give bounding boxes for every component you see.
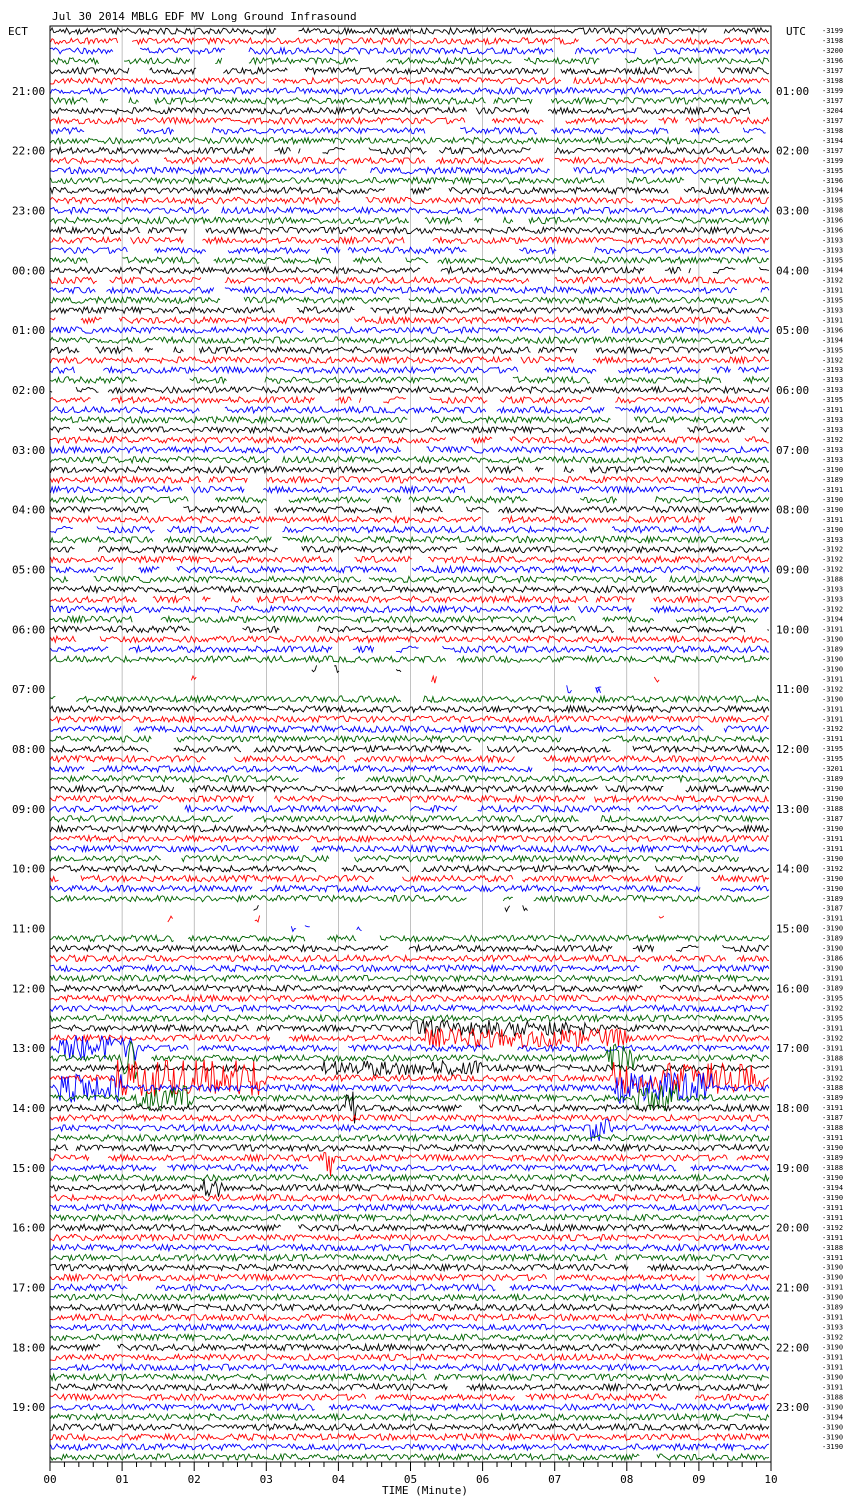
left-timezone-label: ECT <box>8 25 28 38</box>
offset-label: -3190 <box>822 1263 844 1272</box>
offset-label: -3190 <box>822 1273 844 1282</box>
offset-label: -3191 <box>822 286 844 295</box>
offset-label: -3191 <box>822 1283 844 1292</box>
offset-label: -3190 <box>822 1173 844 1182</box>
offset-label: -3191 <box>822 844 844 853</box>
offset-label: -3194 <box>822 266 844 275</box>
offset-label: -3190 <box>822 1423 844 1432</box>
offset-label: -3190 <box>822 525 844 534</box>
offset-label: -3197 <box>822 67 844 76</box>
offset-label: -3194 <box>822 615 844 624</box>
right-hour-label: 15:00 <box>776 922 810 936</box>
offset-label: -3191 <box>822 1134 844 1143</box>
offset-label: -3191 <box>822 834 844 843</box>
offset-label: -3191 <box>822 1353 844 1362</box>
offset-label: -3191 <box>822 485 844 494</box>
right-hour-label: 01:00 <box>776 84 810 98</box>
offset-label: -3193 <box>822 446 844 455</box>
offset-label: -3198 <box>822 206 844 215</box>
offset-label: -3195 <box>822 196 844 205</box>
offset-label: -3196 <box>822 176 844 185</box>
offset-label: -3195 <box>822 296 844 305</box>
offset-label: -3199 <box>822 87 844 96</box>
right-hour-label: 14:00 <box>776 862 810 876</box>
right-hour-label: 17:00 <box>776 1042 810 1056</box>
x-axis-label: TIME (Minute) <box>381 1484 469 1497</box>
offset-label: -3192 <box>822 555 844 564</box>
offset-label: -3191 <box>822 1313 844 1322</box>
offset-label: -3192 <box>822 565 844 574</box>
offset-label: -3198 <box>822 77 844 86</box>
offset-label: -3196 <box>822 57 844 66</box>
offset-label: -3190 <box>822 665 844 674</box>
offset-label: -3190 <box>822 874 844 883</box>
left-hour-label: 03:00 <box>12 443 46 457</box>
offset-label: -3195 <box>822 745 844 754</box>
offset-label: -3204 <box>822 106 844 115</box>
offset-label: -3192 <box>822 545 844 554</box>
offset-label: -3190 <box>822 854 844 863</box>
offset-label: -3194 <box>822 1183 844 1192</box>
offset-label: -3201 <box>822 765 844 774</box>
offset-label: -3190 <box>822 924 844 933</box>
offset-label: -3189 <box>822 775 844 784</box>
right-hour-label: 09:00 <box>776 563 810 577</box>
offset-label: -3190 <box>822 795 844 804</box>
offset-label: -3194 <box>822 186 844 195</box>
offset-label: -3195 <box>822 396 844 405</box>
offset-label: -3190 <box>822 884 844 893</box>
offset-label: -3191 <box>822 1233 844 1242</box>
offset-label: -3193 <box>822 236 844 245</box>
left-hour-label: 10:00 <box>12 862 46 876</box>
offset-label: -3197 <box>822 96 844 105</box>
left-hour-label: 19:00 <box>12 1401 46 1415</box>
offset-label: -3196 <box>822 226 844 235</box>
right-hour-label: 04:00 <box>776 264 810 278</box>
left-hour-label: 12:00 <box>12 982 46 996</box>
offset-label: -3191 <box>822 1253 844 1262</box>
chart-title: Jul 30 2014 MBLG EDF MV Long Ground Infrasound <box>52 10 357 23</box>
x-tick-label: 03 <box>259 1473 273 1486</box>
x-tick-label: 00 <box>43 1473 57 1486</box>
offset-label: -3188 <box>822 1393 844 1402</box>
right-hour-label: 02:00 <box>776 144 810 158</box>
right-hour-label: 07:00 <box>776 443 810 457</box>
right-hour-label: 18:00 <box>776 1101 810 1115</box>
offset-label: -3195 <box>822 346 844 355</box>
offset-label: -3188 <box>822 805 844 814</box>
offset-label: -3191 <box>822 1383 844 1392</box>
offset-label: -3191 <box>822 914 844 923</box>
offset-label: -3192 <box>822 436 844 445</box>
offset-label: -3191 <box>822 406 844 415</box>
x-tick-label: 05 <box>403 1473 418 1486</box>
offset-label: -3199 <box>822 27 844 36</box>
right-hour-label: 08:00 <box>776 503 810 517</box>
right-hour-label: 23:00 <box>776 1401 810 1415</box>
left-hour-label: 23:00 <box>12 204 46 218</box>
x-tick-label: 08 <box>620 1473 634 1486</box>
left-hour-label: 05:00 <box>12 563 46 577</box>
offset-label: -3193 <box>822 426 844 435</box>
offset-label: -3193 <box>822 416 844 425</box>
offset-label: -3192 <box>822 1074 844 1083</box>
offset-label: -3190 <box>822 695 844 704</box>
x-tick-label: 04 <box>331 1473 346 1486</box>
right-hour-label: 03:00 <box>776 204 810 218</box>
left-hour-label: 00:00 <box>12 264 46 278</box>
offset-label: -3198 <box>822 126 844 135</box>
offset-label: -3189 <box>822 1154 844 1163</box>
offset-label: -3191 <box>822 1203 844 1212</box>
x-tick-label: 02 <box>187 1473 201 1486</box>
x-tick-label: 01 <box>115 1473 129 1486</box>
offset-label: -3195 <box>822 755 844 764</box>
offset-label: -3189 <box>822 894 844 903</box>
offset-label: -3192 <box>822 864 844 873</box>
left-hour-label: 07:00 <box>12 683 46 697</box>
left-hour-label: 21:00 <box>12 84 46 98</box>
left-hour-label: 11:00 <box>12 922 46 936</box>
offset-label: -3194 <box>822 136 844 145</box>
offset-label: -3193 <box>822 386 844 395</box>
offset-label: -3200 <box>822 47 844 56</box>
right-hour-label: 12:00 <box>776 742 810 756</box>
offset-label: -3190 <box>822 964 844 973</box>
offset-label: -3197 <box>822 116 844 125</box>
offset-label: -3189 <box>822 984 844 993</box>
offset-label: -3193 <box>822 376 844 385</box>
offset-label: -3194 <box>822 1413 844 1422</box>
offset-label: -3191 <box>822 515 844 524</box>
right-hour-label: 13:00 <box>776 802 810 816</box>
x-tick-label: 06 <box>475 1473 490 1486</box>
x-tick-label: 10 <box>764 1473 778 1486</box>
offset-label: -3190 <box>822 1373 844 1382</box>
offset-labels <box>822 27 843 1451</box>
left-hour-label: 02:00 <box>12 383 46 397</box>
offset-label: -3189 <box>822 1094 844 1103</box>
offset-label: -3195 <box>822 256 844 265</box>
offset-label: -3188 <box>822 1124 844 1133</box>
left-hour-label: 04:00 <box>12 503 46 517</box>
offset-label: -3190 <box>822 1443 844 1452</box>
right-hour-label: 22:00 <box>776 1341 810 1355</box>
offset-label: -3189 <box>822 475 844 484</box>
offset-label: -3198 <box>822 37 844 46</box>
offset-label: -3193 <box>822 306 844 315</box>
offset-label: -3196 <box>822 326 844 335</box>
left-hour-label: 09:00 <box>12 802 46 816</box>
offset-label: -3193 <box>822 535 844 544</box>
offset-label: -3199 <box>822 156 844 165</box>
offset-label: -3191 <box>822 675 844 684</box>
offset-label: -3191 <box>822 1064 844 1073</box>
offset-label: -3188 <box>822 1054 844 1063</box>
right-hour-label: 16:00 <box>776 982 810 996</box>
offset-label: -3189 <box>822 645 844 654</box>
left-hour-label: 18:00 <box>12 1341 46 1355</box>
offset-label: -3188 <box>822 1084 844 1093</box>
offset-label: -3191 <box>822 625 844 634</box>
offset-label: -3195 <box>822 994 844 1003</box>
left-hour-label: 01:00 <box>12 324 46 338</box>
offset-label: -3195 <box>822 1014 844 1023</box>
x-tick-label: 07 <box>548 1473 562 1486</box>
offset-label: -3189 <box>822 934 844 943</box>
offset-label: -3190 <box>822 944 844 953</box>
offset-label: -3190 <box>822 1144 844 1153</box>
offset-label: -3191 <box>822 735 844 744</box>
right-hour-label: 21:00 <box>776 1281 810 1295</box>
offset-label: -3189 <box>822 1303 844 1312</box>
offset-label: -3190 <box>822 1343 844 1352</box>
offset-label: -3192 <box>822 605 844 614</box>
left-hour-label: 14:00 <box>12 1101 46 1115</box>
offset-label: -3187 <box>822 1114 844 1123</box>
offset-label: -3193 <box>822 455 844 464</box>
offset-label: -3191 <box>822 1213 844 1222</box>
left-hour-label: 17:00 <box>12 1281 46 1295</box>
offset-label: -3190 <box>822 495 844 504</box>
left-hour-label: 15:00 <box>12 1161 46 1175</box>
offset-label: -3187 <box>822 904 844 913</box>
left-hour-label: 16:00 <box>12 1221 46 1235</box>
offset-label: -3192 <box>822 725 844 734</box>
offset-label: -3191 <box>822 705 844 714</box>
offset-label: -3190 <box>822 505 844 514</box>
offset-label: -3191 <box>822 316 844 325</box>
offset-label: -3192 <box>822 356 844 365</box>
offset-label: -3186 <box>822 954 844 963</box>
offset-label: -3193 <box>822 366 844 375</box>
offset-label: -3196 <box>822 216 844 225</box>
offset-label: -3191 <box>822 1104 844 1113</box>
offset-label: -3192 <box>822 1004 844 1013</box>
right-hour-label: 05:00 <box>776 324 810 338</box>
offset-label: -3193 <box>822 595 844 604</box>
offset-label: -3191 <box>822 1363 844 1372</box>
x-tick-label: 09 <box>692 1473 706 1486</box>
offset-label: -3192 <box>822 1034 844 1043</box>
offset-label: -3190 <box>822 1433 844 1442</box>
offset-label: -3192 <box>822 1333 844 1342</box>
right-hour-label: 10:00 <box>776 623 810 637</box>
offset-label: -3190 <box>822 1293 844 1302</box>
left-hour-label: 06:00 <box>12 623 46 637</box>
right-timezone-label: UTC <box>786 25 806 38</box>
offset-label: -3188 <box>822 1164 844 1173</box>
offset-label: -3193 <box>822 1323 844 1332</box>
offset-label: -3190 <box>822 824 844 833</box>
offset-label: -3188 <box>822 575 844 584</box>
offset-label: -3193 <box>822 246 844 255</box>
left-hour-label: 22:00 <box>12 144 46 158</box>
offset-label: -3191 <box>822 715 844 724</box>
left-hour-label: 08:00 <box>12 742 46 756</box>
right-hour-label: 19:00 <box>776 1161 810 1175</box>
offset-label: -3190 <box>822 1403 844 1412</box>
right-hour-label: 11:00 <box>776 683 810 697</box>
offset-label: -3197 <box>822 146 844 155</box>
offset-label: -3191 <box>822 974 844 983</box>
offset-label: -3195 <box>822 166 844 175</box>
left-hour-label: 13:00 <box>12 1042 46 1056</box>
offset-label: -3191 <box>822 1044 844 1053</box>
offset-label: -3190 <box>822 1193 844 1202</box>
offset-label: -3192 <box>822 685 844 694</box>
right-hour-label: 20:00 <box>776 1221 810 1235</box>
offset-label: -3188 <box>822 1243 844 1252</box>
offset-label: -3190 <box>822 785 844 794</box>
offset-label: -3190 <box>822 655 844 664</box>
right-hour-label: 06:00 <box>776 383 810 397</box>
offset-label: -3192 <box>822 276 844 285</box>
offset-label: -3192 <box>822 1223 844 1232</box>
offset-label: -3191 <box>822 1024 844 1033</box>
offset-label: -3190 <box>822 635 844 644</box>
offset-label: -3190 <box>822 465 844 474</box>
offset-label: -3187 <box>822 814 844 823</box>
offset-label: -3194 <box>822 336 844 345</box>
offset-label: -3193 <box>822 585 844 594</box>
